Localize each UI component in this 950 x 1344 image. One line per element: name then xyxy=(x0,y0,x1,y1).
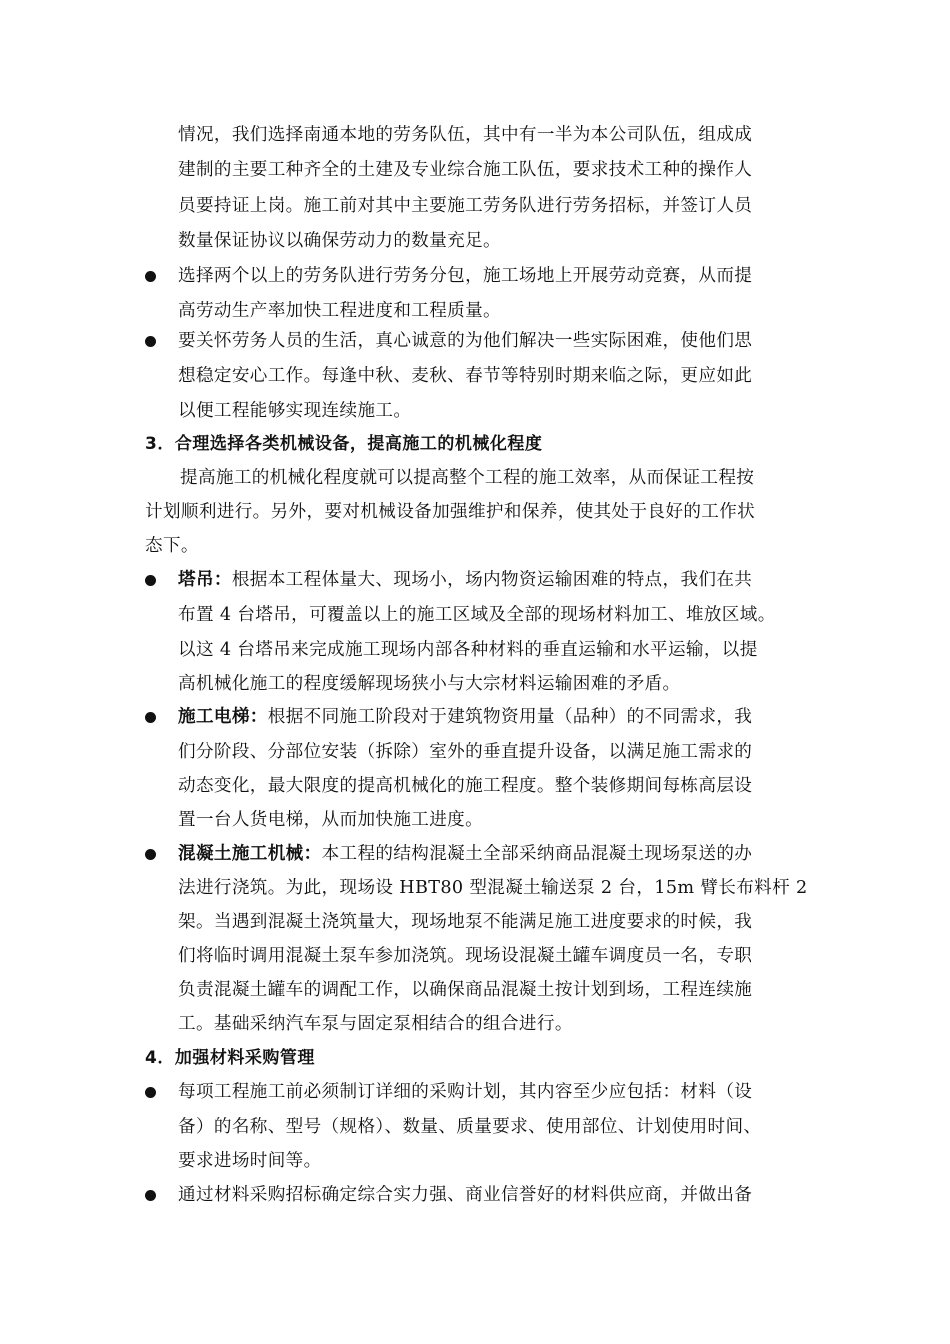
intro-line: 态下。 xyxy=(145,536,199,556)
bullet-text-line: 通过材料采购招标确定综合实力强、商业信誉好的材料供应商，并做出备 xyxy=(178,1185,753,1205)
bullet-text-line: 要求进场时间等。 xyxy=(178,1151,322,1171)
bullet-term: 混凝土施工机械： xyxy=(178,843,322,864)
bullet-first-line xyxy=(178,568,752,592)
bullet-text-line: 们将临时调用混凝土泵车参加浇筑。现场设混凝土罐车调度员一名，专职 xyxy=(178,946,753,966)
bullet-icon xyxy=(145,849,156,860)
section-heading: 3．合理选择各类机械设备，提高施工的机械化程度 xyxy=(145,434,543,454)
bullet-first-line xyxy=(178,842,752,866)
bullet-text-line: 工。基础采纳汽车泵与固定泵相结合的组合进行。 xyxy=(178,1014,573,1034)
bullet-text-line: 高劳动生产率加快工程进度和工程质量。 xyxy=(178,301,501,321)
bullet-text-line: 动态变化，最大限度的提高机械化的施工程度。整个装修期间每栋高层设 xyxy=(178,776,753,796)
section-heading: 4．加强材料采购管理 xyxy=(145,1048,315,1068)
bullet-text-line: 每项工程施工前必须制订详细的采购计划，其内容至少应包括：材料（设 xyxy=(178,1082,753,1102)
intro-line: 计划顺利进行。另外，要对机械设备加强维护和保养，使其处于良好的工作状 xyxy=(145,502,756,522)
bullet-text-line: 选择两个以上的劳务队进行劳务分包，施工场地上开展劳动竞赛，从而提 xyxy=(178,266,753,286)
bullet-text-line: 负责混凝土罐车的调配工作，以确保商品混凝土按计划到场，工程连续施 xyxy=(178,980,753,1000)
bullet-text-line: 架。当遇到混凝土浇筑量大，现场地泵不能满足施工进度要求的时候，我 xyxy=(178,912,753,932)
bullet-text-line: 高机械化施工的程度缓解现场狭小与大宗材料运输困难的矛盾。 xyxy=(178,674,681,694)
bullet-icon xyxy=(145,712,156,723)
bullet-text-line: 们分阶段、分部位安装（拆除）室外的垂直提升设备，以满足施工需求的 xyxy=(178,742,753,762)
bullet-icon xyxy=(145,336,156,347)
bullet-icon xyxy=(145,1190,156,1201)
bullet-text-line: 想稳定安心工作。每逢中秋、麦秋、春节等特别时期来临之际，更应如此 xyxy=(178,366,753,386)
bullet-text-line: 以便工程能够实现连续施工。 xyxy=(178,401,412,421)
bullet-text-line: 布置 4 台塔吊，可覆盖以上的施工区域及全部的现场材料加工、堆放区域。 xyxy=(178,605,776,625)
bullet-first-line xyxy=(178,705,752,729)
intro-line: 提高施工的机械化程度就可以提高整个工程的施工效率，从而保证工程按 xyxy=(180,468,755,488)
bullet-first-text: 根据本工程体量大、现场小，场内物资运输困难的特点，我们在共 xyxy=(231,570,753,590)
bullet-text-line: 以这 4 台塔吊来完成施工现场内部各种材料的垂直运输和水平运输，以提 xyxy=(178,640,758,660)
bullet-first-text: 根据不同施工阶段对于建筑物资用量（品种）的不同需求，我 xyxy=(267,707,753,727)
bullet-term: 塔吊： xyxy=(178,569,232,590)
bullet-text-line: 法进行浇筑。为此，现场设 HBT80 型混凝土输送泵 2 台，15m 臂长布料杆 2 xyxy=(178,878,808,898)
bullet-text-line: 备）的名称、型号（规格）、数量、质量要求、使用部位、计划使用时间、 xyxy=(178,1117,762,1137)
text-line: 数量保证协议以确保劳动力的数量充足。 xyxy=(178,231,501,251)
bullet-icon xyxy=(145,1087,156,1098)
bullet-text-line: 置一台人货电梯，从而加快施工进度。 xyxy=(178,810,484,830)
bullet-first-text: 本工程的结构混凝土全部采纳商品混凝土现场泵送的办 xyxy=(321,844,753,864)
bullet-text-line: 要关怀劳务人员的生活，真心诚意的为他们解决一些实际困难，使他们思 xyxy=(178,331,753,351)
bullet-term: 施工电梯： xyxy=(178,706,268,727)
text-line: 建制的主要工种齐全的土建及专业综合施工队伍，要求技术工种的操作人 xyxy=(178,160,753,180)
text-line: 情况，我们选择南通本地的劳务队伍，其中有一半为本公司队伍，组成成 xyxy=(178,125,753,145)
text-line: 员要持证上岗。施工前对其中主要施工劳务队进行劳务招标，并签订人员 xyxy=(178,196,753,216)
bullet-icon xyxy=(145,575,156,586)
bullet-icon xyxy=(145,271,156,282)
